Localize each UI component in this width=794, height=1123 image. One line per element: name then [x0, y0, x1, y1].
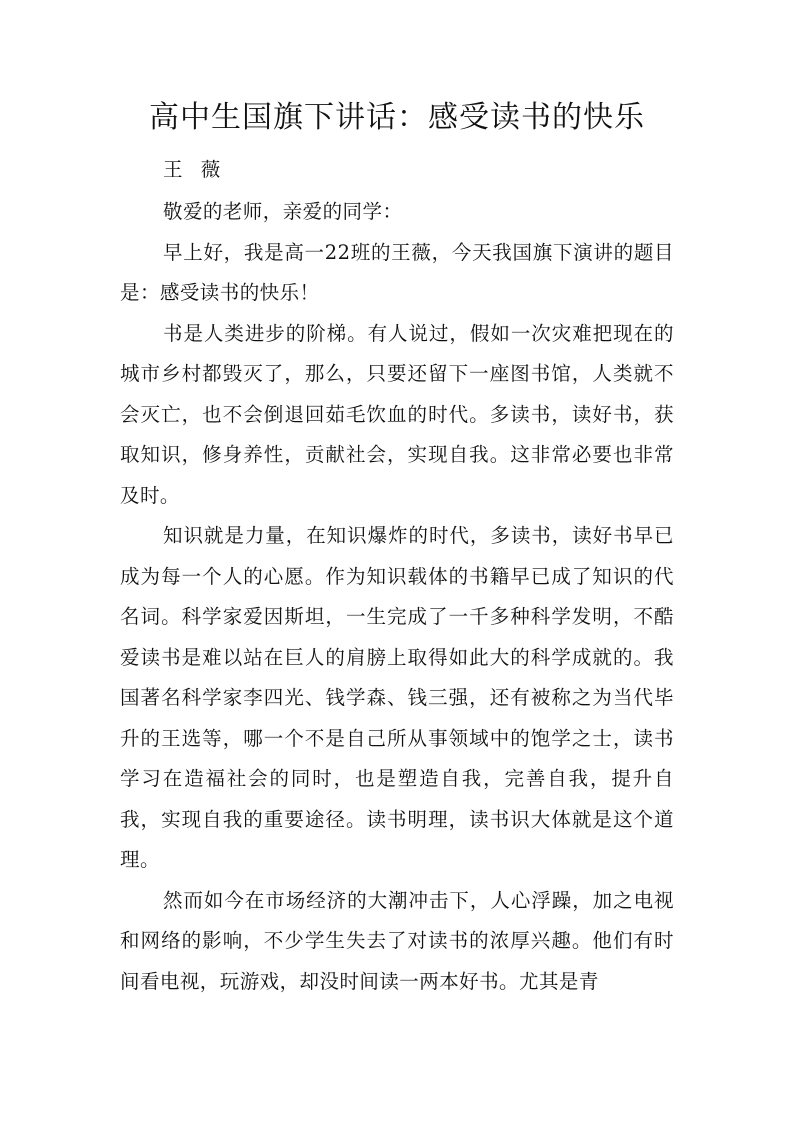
greeting-paragraph: 早上好，我是高一22班的王薇，今天我国旗下演讲的题目是：感受读书的快乐！	[120, 240, 674, 304]
author-name: 王 薇	[163, 158, 227, 181]
document-title: 高中生国旗下讲话：感受读书的快乐	[149, 100, 645, 135]
body-paragraph: 知识就是力量，在知识爆炸的时代，多读书，读好书早已成为每一个人的心愿。作为知识载体的书籍早已成了知识的代名词。科学家爱因斯坦，一生完成了一千多种科学发明，不酷爱读书是难以站在巨人的肩膀上取得如此大的科学成就的。我国著名科学家李四光、钱学森、钱三强，还有被称之为当代毕升的王选等，哪一个不是自己所从事领域中的饱学之士，读书学习在造福社会的同时，也是塑造自我，完善自我，提升自我，实现自我的重要途径。读书明理，读书识大体就是这个道理。	[120, 524, 674, 871]
salutation-paragraph: 敬爱的老师，亲爱的同学：	[163, 200, 403, 223]
body-paragraph: 然而如今在市场经济的大潮冲击下，人心浮躁，加之电视和网络的影响，不少学生失去了对读书的浓厚兴趣。他们有时间看电视，玩游戏，却没时间读一两本好书。尤其是青	[120, 888, 674, 993]
body-paragraph: 书是人类进步的阶梯。有人说过，假如一次灾难把现在的城市乡村都毁灭了，那么，只要还留下一座图书馆，人类就不会灭亡，也不会倒退回茹毛饮血的时代。多读书，读好书，获取知识，修身养性，贡献社会，实现自我。这非常必要也非常及时。	[120, 321, 674, 507]
